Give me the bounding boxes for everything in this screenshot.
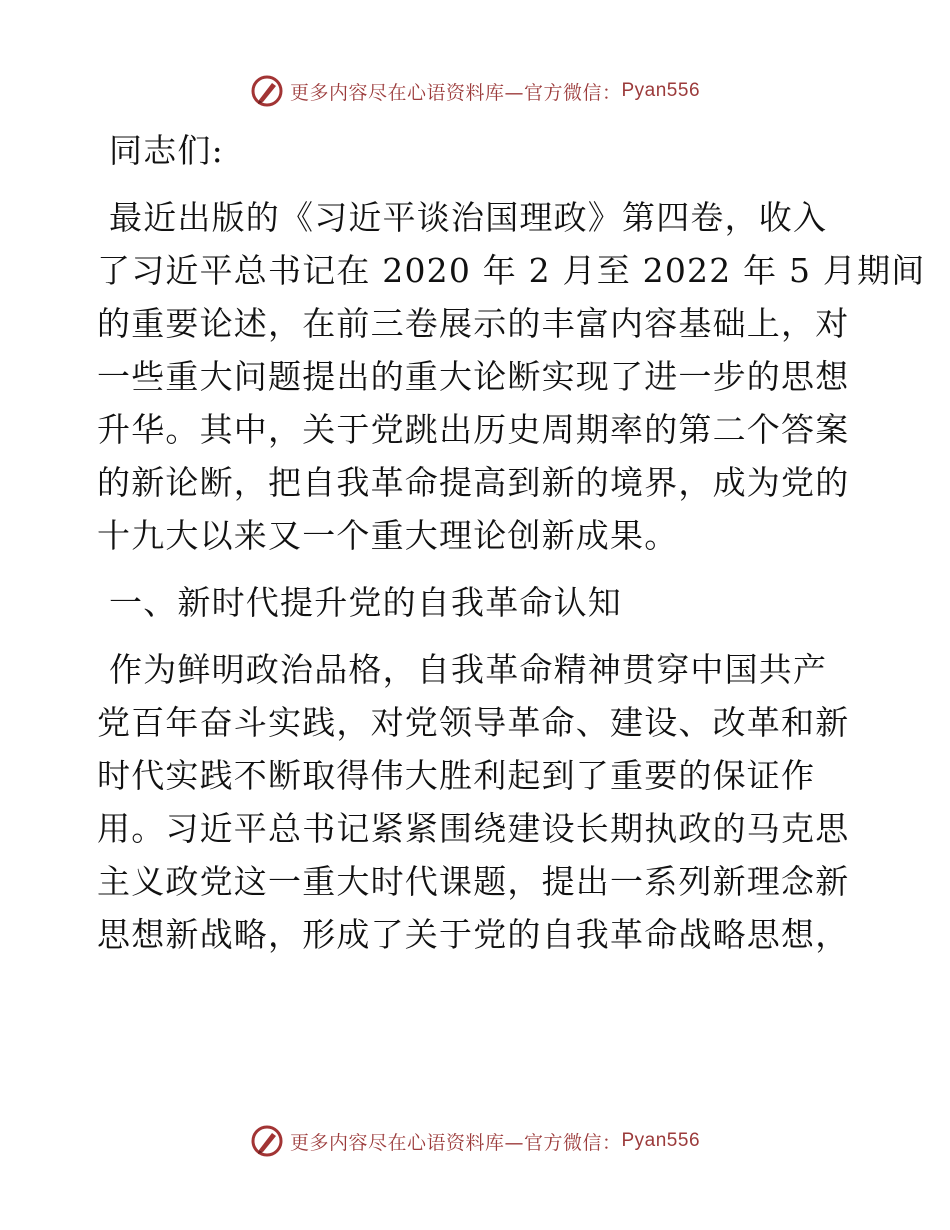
- watermark-text: 更多内容尽在心语资料库—官方微信：: [289, 81, 622, 104]
- paragraph-line: 主义政党这一重大时代课题，提出一系列新理念新: [97, 862, 850, 901]
- paragraph-line: 最近出版的《习近平谈治国理政》第四卷，收入: [109, 198, 828, 237]
- paragraph-1: [97, 191, 926, 562]
- header-watermark: [0, 71, 950, 111]
- pen-logo-icon: [250, 74, 284, 108]
- paragraph-line: 一些重大问题提出的重大论断实现了进一步的思想: [97, 357, 850, 396]
- paragraph-2: [97, 643, 852, 961]
- paragraph-line: 的重要论述，在前三卷展示的丰富内容基础上，对: [97, 304, 850, 343]
- paragraph-line: 党百年奋斗实践，对党领导革命、建设、改革和新: [97, 703, 850, 742]
- watermark-wechat-id: Pyan556: [621, 80, 701, 101]
- watermark-wechat-id: Pyan556: [621, 1130, 701, 1151]
- document-body: [97, 124, 926, 961]
- paragraph-line: 用。习近平总书记紧紧围绕建设长期执政的马克思: [97, 809, 850, 848]
- paragraph-line: 升华。其中，关于党跳出历史周期率的第二个答案: [97, 410, 850, 449]
- footer-watermark: [0, 1121, 950, 1161]
- paragraph-line: 的新论断，把自我革命提高到新的境界，成为党的: [97, 463, 850, 502]
- watermark-text: 更多内容尽在心语资料库—官方微信：: [289, 1131, 622, 1154]
- paragraph-line: 时代实践不断取得伟大胜利起到了重要的保证作: [97, 756, 816, 795]
- paragraph-line: 了习近平总书记在 2020 年 2 月至 2022 年 5 月期间: [97, 251, 926, 290]
- paragraph-line: 十九大以来又一个重大理论创新成果。: [97, 516, 679, 555]
- greeting: 同志们:: [109, 131, 224, 170]
- paragraph-line: 作为鲜明政治品格，自我革命精神贯穿中国共产: [109, 650, 828, 689]
- pen-logo-icon: [250, 1124, 284, 1158]
- paragraph-line: 思想新战略，形成了关于党的自我革命战略思想，: [97, 915, 850, 954]
- section-heading: 一、新时代提升党的自我革命认知: [109, 583, 622, 622]
